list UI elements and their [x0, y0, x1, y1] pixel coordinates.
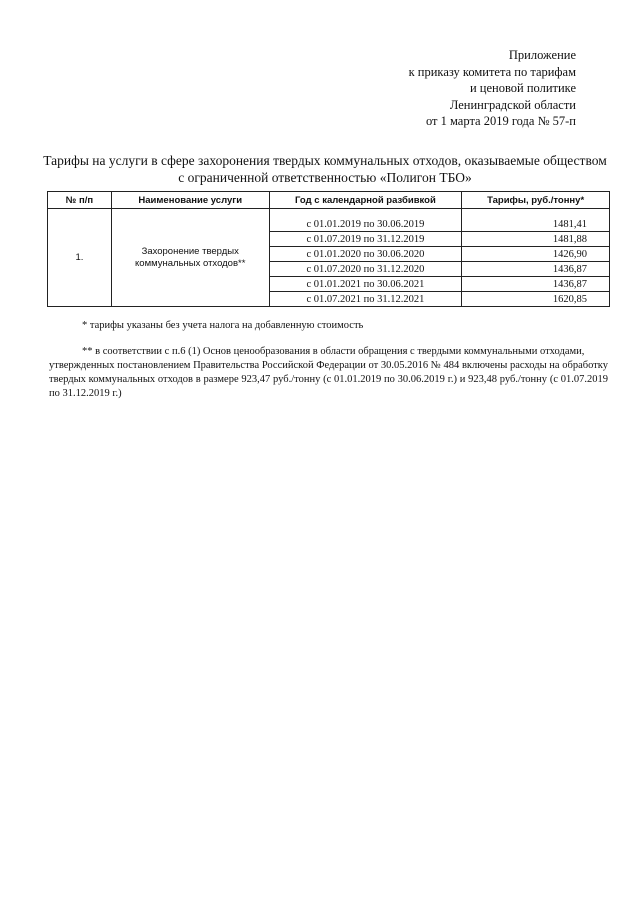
rate-cell: 1436,87: [462, 262, 610, 277]
rate-cell: 1481,41: [462, 209, 610, 232]
appendix-line: Ленинградской области: [449, 97, 576, 112]
period-cell: с 01.07.2019 по 31.12.2019: [269, 232, 462, 247]
footnote-first-line: ** в соответствии с п.6 (1) Основ ценообразования в области обращения с твердыми коммунальными отходами,: [82, 346, 585, 357]
rate-cell: 1436,87: [462, 277, 610, 292]
period-cell: с 01.01.2021 по 30.06.2021: [269, 277, 462, 292]
vat-footnote: * тарифы указаны без учета налога на добавленную стоимость: [82, 320, 364, 331]
period-cell: с 01.07.2020 по 31.12.2020: [269, 262, 462, 277]
header-number: № п/п: [48, 192, 112, 209]
period-cell: с 01.07.2021 по 31.12.2021: [269, 292, 462, 307]
document-title: [40, 152, 610, 186]
regulation-footnote: [49, 345, 608, 401]
table-header-row: [48, 192, 610, 209]
footnote-body: утвержденных постановлением Правительства Российской Федерации от 30.05.2016 № 484 включены расходы на обработку твердых коммунальных отходов в размере 923,47 руб./тонну (с 01.01.2019 по 30.06.2019 г.) и 923,48 руб./тонну (с 01.07.2019 по 31.12.2019 г.): [49, 360, 608, 399]
appendix-line: Приложение: [508, 48, 576, 62]
rate-cell: 1426,90: [462, 247, 610, 262]
title-line-1: Тарифы на услуги в сфере захоронения твердых коммунальных отходов, оказываемые обществом: [43, 153, 607, 168]
title-line-2: с ограниченной ответственностью «Полигон ТБО»: [178, 170, 472, 185]
appendix-line: к приказу комитета по тарифам: [408, 64, 576, 79]
period-cell: с 01.01.2019 по 30.06.2019: [269, 209, 462, 232]
rate-cell: 1481,88: [462, 232, 610, 247]
row-number-cell: 1.: [48, 209, 112, 307]
service-name-line: коммунальных отходов**: [135, 257, 246, 269]
rate-cell: 1620,85: [462, 292, 610, 307]
header-rate: Тарифы, руб./тонну*: [462, 192, 610, 209]
service-name-line: Захоронение твердых: [141, 245, 239, 257]
header-period: Год с календарной разбивкой: [269, 192, 462, 209]
appendix-line: и ценовой политике: [469, 81, 576, 95]
appendix-block: [409, 47, 576, 130]
appendix-line: от 1 марта 2019 года № 57-п: [425, 114, 576, 128]
service-name-cell: [111, 209, 269, 307]
tariff-table: [47, 191, 610, 307]
period-cell: с 01.01.2020 по 30.06.2020: [269, 247, 462, 262]
table-row: [48, 209, 610, 232]
header-service: Наименование услуги: [111, 192, 269, 209]
